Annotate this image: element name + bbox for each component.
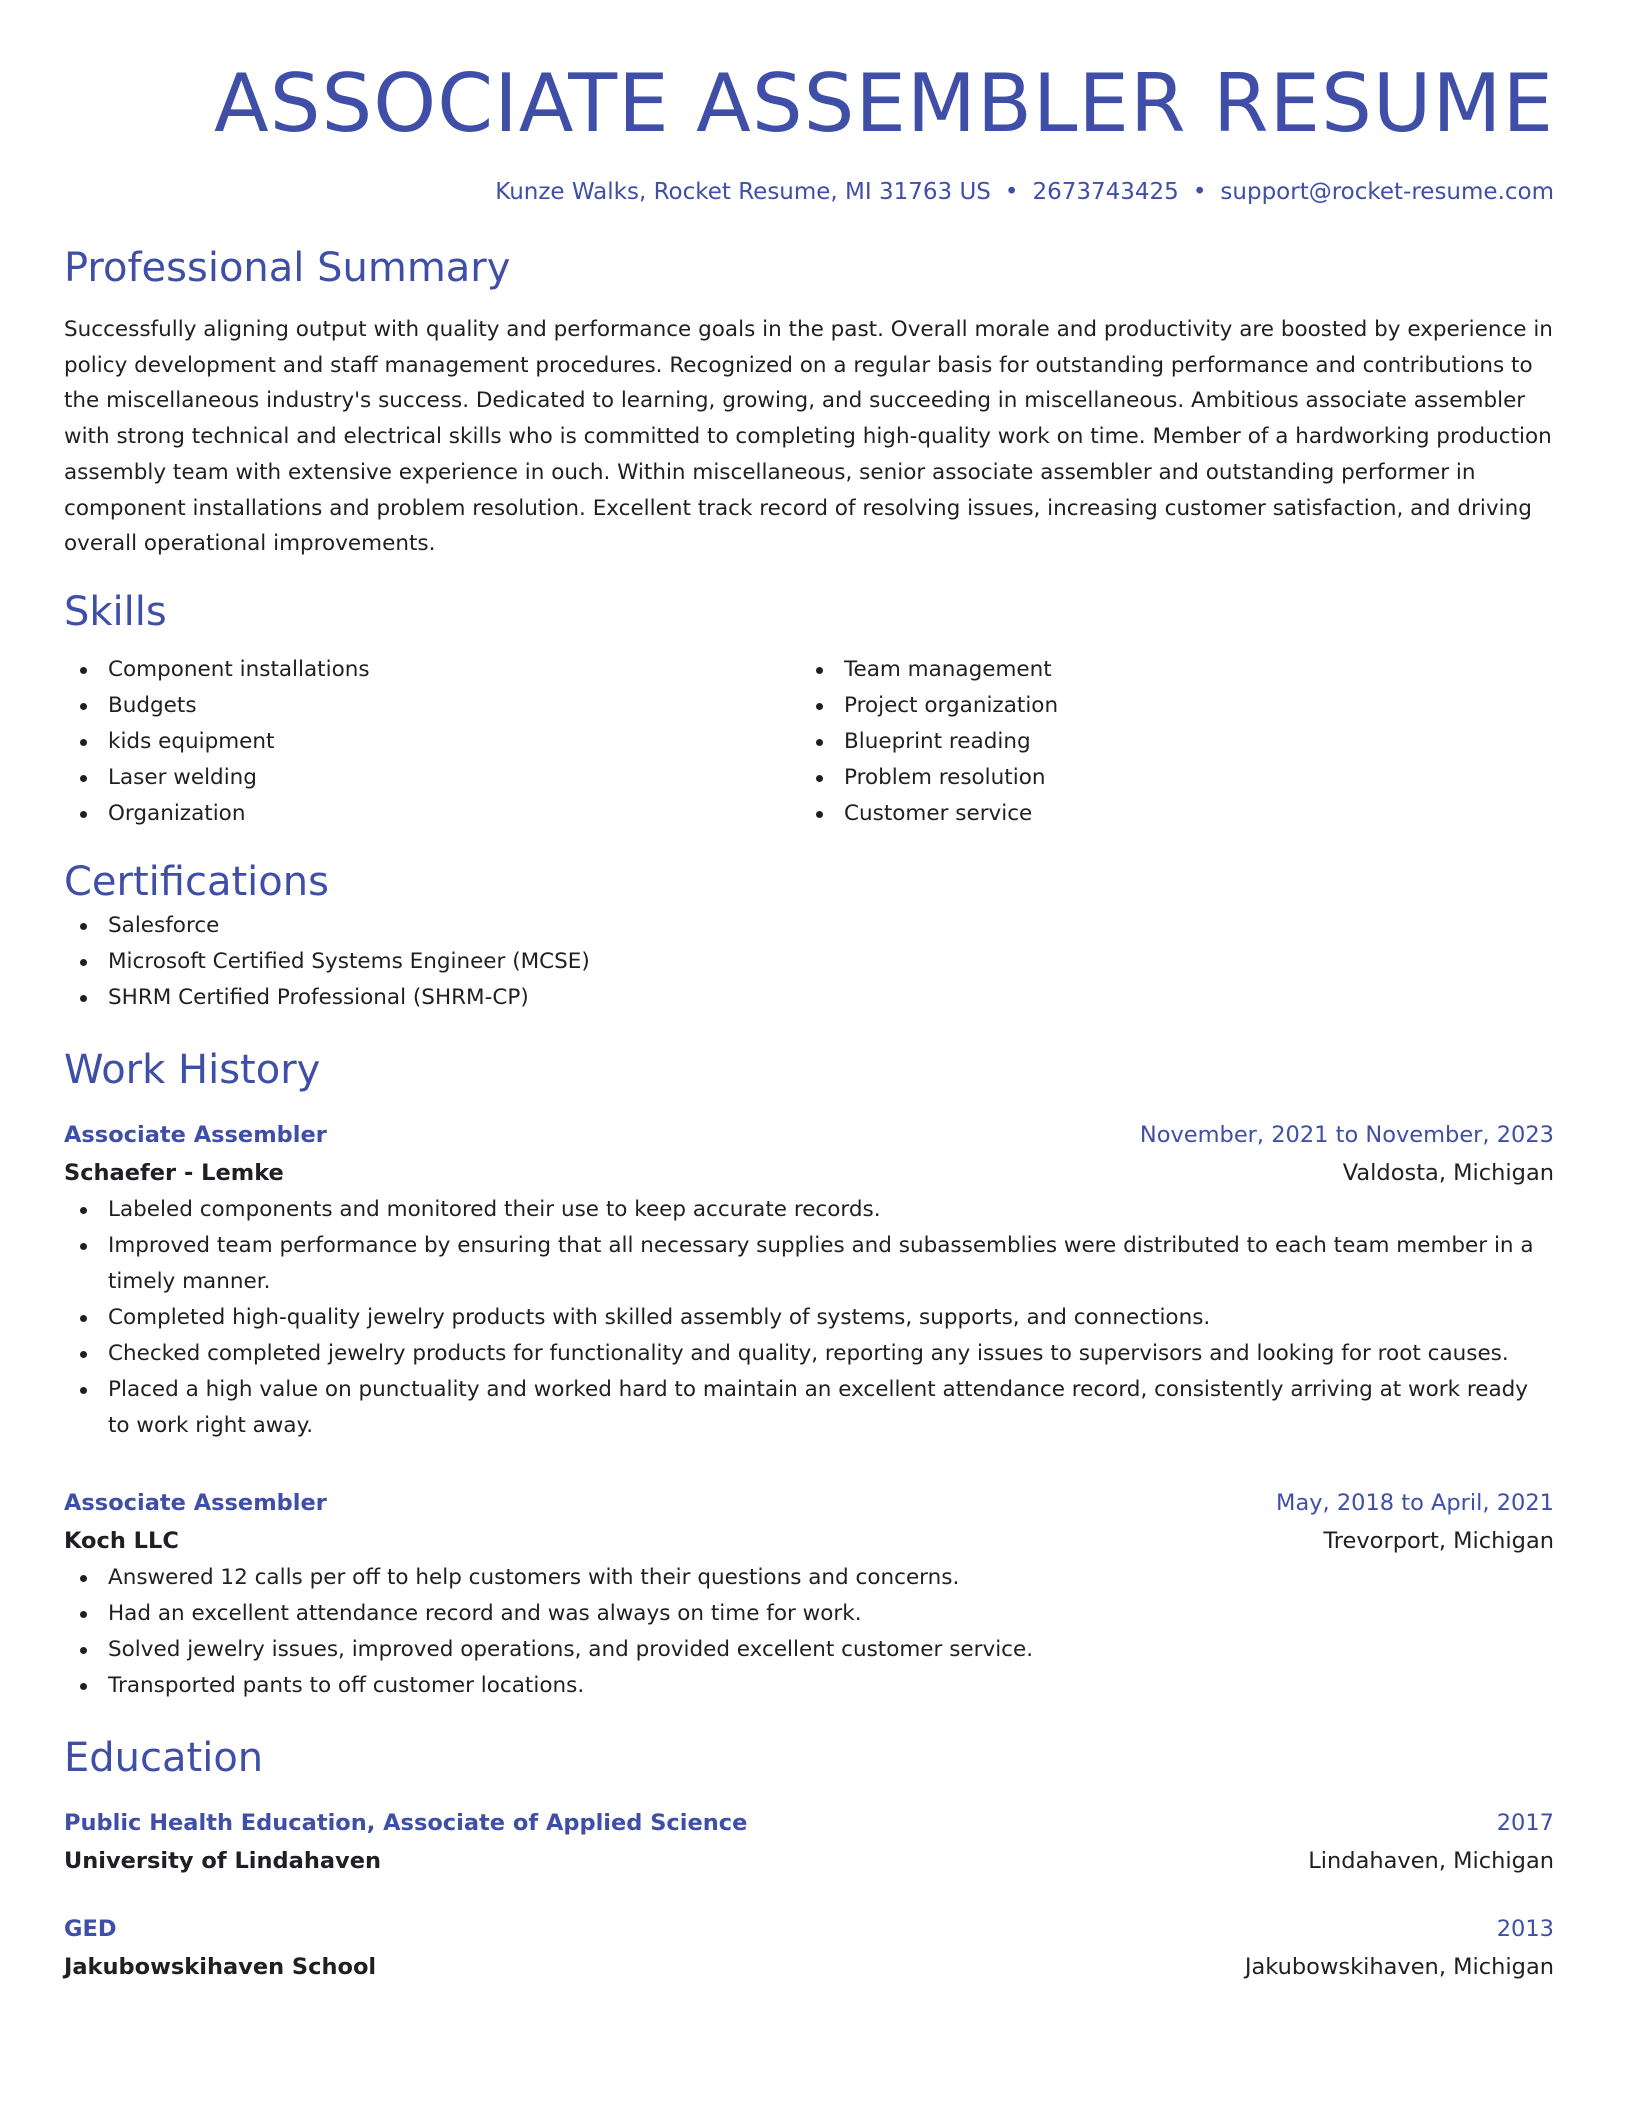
education-year: 2017 <box>1496 1809 1554 1836</box>
skill-item: Organization <box>64 796 800 832</box>
skill-item: Laser welding <box>64 760 800 796</box>
summary-text: Successfully aligning output with quality and performance goals in the past. Overall morale and productivity are boosted by experience in policy development and staff management procedures. Recognized on a regular basis for outstanding performance and contributions to the miscellaneous industry's success. Dedicated to learning, growing, and succeeding in miscellaneous. Ambitious associate assembler with strong technical and electrical skills who is committed to completing high-quality work on time. Member of a hardworking production assembly team with extensive experience in ouch. Within miscellaneous, senior associate assembler and outstanding performer in component installations and problem resolution. Excellent track record of resolving issues, increasing customer satisfaction, and driving overall operational improvements. <box>64 317 1553 557</box>
education-heading: Education <box>64 1734 264 1781</box>
education-school-row <box>64 1842 1554 1880</box>
work-history-heading: Work History <box>64 1046 321 1093</box>
job-dates: May, 2018 to April, 2021 <box>1276 1489 1554 1516</box>
education-school: University of Lindahaven <box>64 1847 381 1874</box>
certification-item: Microsoft Certified Systems Engineer (MCSE) <box>64 944 1554 980</box>
contact-phone: 2673743425 <box>1032 179 1179 205</box>
job-entry <box>64 1484 1554 1704</box>
resume-title: ASSOCIATE ASSEMBLER RESUME <box>214 57 1554 150</box>
job-bullets <box>64 1192 1554 1444</box>
certification-item: SHRM Certified Professional (SHRM-CP) <box>64 980 1554 1016</box>
skill-item: Project organization <box>800 688 1536 724</box>
certifications-list <box>64 908 1554 1016</box>
skills-heading: Skills <box>64 588 167 635</box>
contact-line <box>64 176 1554 208</box>
job-title: Associate Assembler <box>64 1121 327 1148</box>
education-location: Jakubowskihaven, Michigan <box>1244 1953 1554 1980</box>
job-dates: November, 2021 to November, 2023 <box>1139 1121 1554 1148</box>
skill-item: Component installations <box>64 652 800 688</box>
job-company-row <box>64 1522 1554 1560</box>
education-degree: GED <box>64 1915 117 1942</box>
job-company-row <box>64 1154 1554 1192</box>
education-entry <box>64 1910 1554 1986</box>
education-degree: Public Health Education, Associate of Applied Science <box>64 1809 748 1836</box>
certification-item: Salesforce <box>64 908 1554 944</box>
contact-separator-2: • <box>1192 179 1207 205</box>
job-bullets <box>64 1560 1554 1704</box>
job-bullet: Improved team performance by ensuring that all necessary supplies and subassemblies were distributed to each team member in a timely manner. <box>64 1228 1554 1300</box>
skill-item: kids equipment <box>64 724 800 760</box>
job-company: Schaefer - Lemke <box>64 1159 284 1186</box>
job-bullet: Solved jewelry issues, improved operations, and provided excellent customer service. <box>64 1632 1554 1668</box>
resume-page <box>64 0 1554 1986</box>
skills-list-left <box>64 652 800 832</box>
job-bullet: Placed a high value on punctuality and worked hard to maintain an excellent attendance record, consistently arriving at work ready to work right away. <box>64 1372 1554 1444</box>
education-entry <box>64 1804 1554 1880</box>
skill-item: Problem resolution <box>800 760 1536 796</box>
education-location: Lindahaven, Michigan <box>1308 1847 1554 1874</box>
job-bullet: Checked completed jewelry products for functionality and quality, reporting any issues to supervisors and looking for root causes. <box>64 1336 1554 1372</box>
job-bullet: Labeled components and monitored their use to keep accurate records. <box>64 1192 1554 1228</box>
job-title: Associate Assembler <box>64 1489 327 1516</box>
job-bullet: Transported pants to off customer locations. <box>64 1668 1554 1704</box>
education-year: 2013 <box>1496 1915 1554 1942</box>
contact-email[interactable]: support@rocket-resume.com <box>1220 179 1554 205</box>
skills-grid <box>64 652 1554 832</box>
education-header-row <box>64 1804 1554 1842</box>
job-location: Trevorport, Michigan <box>1323 1527 1554 1554</box>
certifications-heading: Certifications <box>64 858 329 905</box>
skill-item: Budgets <box>64 688 800 724</box>
job-entry <box>64 1116 1554 1444</box>
job-bullet: Answered 12 calls per off to help customers with their questions and concerns. <box>64 1560 1554 1596</box>
summary-heading: Professional Summary <box>64 245 511 291</box>
contact-address: Kunze Walks, Rocket Resume, MI 31763 US <box>495 179 991 205</box>
education-school-row <box>64 1948 1554 1986</box>
education-header-row <box>64 1910 1554 1948</box>
skill-item: Team management <box>800 652 1536 688</box>
job-header-row <box>64 1484 1554 1522</box>
education-school: Jakubowskihaven School <box>64 1953 377 1980</box>
skills-list-right <box>800 652 1536 832</box>
skill-item: Customer service <box>800 796 1536 832</box>
skill-item: Blueprint reading <box>800 724 1536 760</box>
job-bullet: Completed high-quality jewelry products with skilled assembly of systems, supports, and connections. <box>64 1300 1554 1336</box>
job-location: Valdosta, Michigan <box>1342 1159 1554 1186</box>
job-company: Koch LLC <box>64 1527 179 1554</box>
job-header-row <box>64 1116 1554 1154</box>
job-bullet: Had an excellent attendance record and was always on time for work. <box>64 1596 1554 1632</box>
contact-separator-1: • <box>1004 179 1019 205</box>
